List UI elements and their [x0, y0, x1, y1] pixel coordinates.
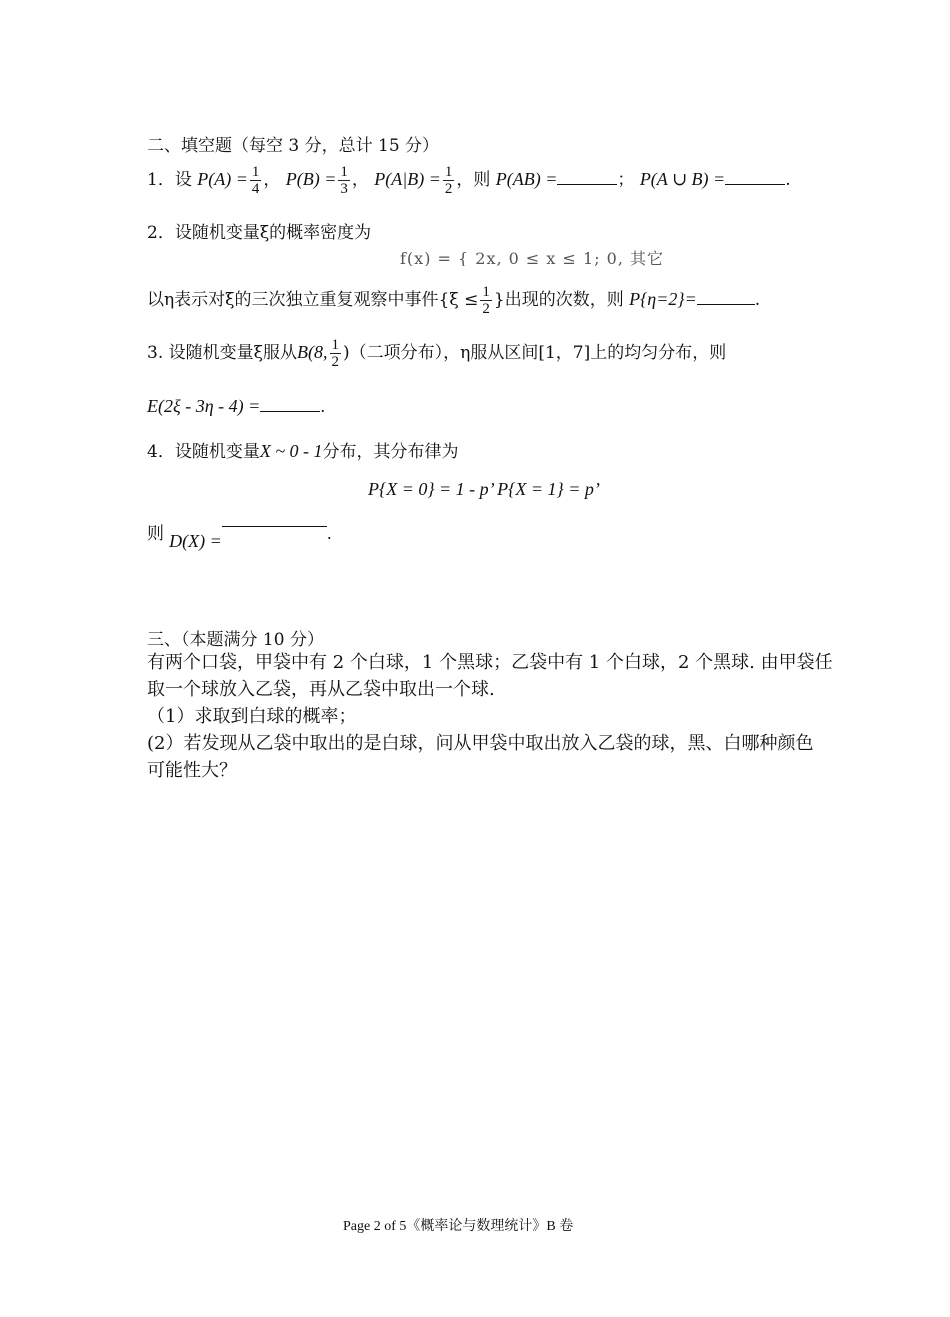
q3-line-1: [147, 337, 726, 370]
q4-line-1a: 4．设随机变量: [147, 442, 260, 462]
q4-then: 则: [147, 524, 164, 544]
q2-density-formula: f(x) = { 2x, 0 ≤ x ≤ 1; 0, 其它: [400, 249, 665, 266]
q1-end: .: [785, 170, 791, 190]
q2-line-2a: 以η表示对ξ的三次独立重复观察中事件{ξ ≤: [147, 290, 479, 310]
q3-expression: E(2ξ - 3η - 4) =: [147, 396, 261, 416]
section3-line-1: 有两个口袋，甲袋中有 2 个白球，1 个黑球；乙袋中有 1 个白球，2 个黑球. 由甲袋任: [147, 652, 833, 673]
q2-frac: $\frac{1}{2}$: [482, 284, 490, 317]
q4-variable: X ~ 0 - 1: [259, 441, 323, 461]
q1-frac-b: $\frac{1}{3}$: [340, 164, 348, 197]
q4-dx: D(X) =: [169, 531, 222, 551]
q1-blank-2[interactable]: [725, 183, 785, 185]
question-1: [147, 164, 791, 197]
q2-line-2: [147, 284, 760, 317]
q3-end: .: [320, 397, 326, 416]
q4-distribution-law: P{X = 0} = 1 - p’ P{X = 1} = p’: [368, 479, 600, 499]
q1-frac-c: $\frac{1}{2}$: [444, 164, 453, 197]
q4-end: .: [326, 524, 332, 543]
q3-frac: $\frac{1}{2}$: [331, 337, 339, 370]
q1-punion: P(A ∪ B) =: [639, 169, 726, 189]
q1-blank-1[interactable]: [557, 183, 617, 185]
q1-number: 1．: [147, 170, 175, 190]
q2-blank[interactable]: [697, 303, 755, 305]
q1-frac-a: $\frac{1}{4}$: [251, 164, 260, 197]
q3-line-1b: )（二项分布），η服从区间[1，7]上的均匀分布，则: [343, 343, 727, 363]
q3-line-2: [147, 396, 325, 417]
q4-line-1: [147, 437, 459, 462]
q3-blank[interactable]: [260, 410, 320, 412]
q1-pab-cond: P(A|B) =: [374, 169, 441, 189]
q1-comma-2: ，: [351, 170, 369, 190]
page-footer: Page 2 of 5《概率论与数理统计》B 卷: [343, 1219, 574, 1234]
q3-line-1a: 3. 设随机变量ξ服从: [147, 343, 297, 363]
section3-header: 三、（本题满分 10 分）: [147, 630, 324, 650]
q1-pa: P(A) =: [197, 169, 248, 189]
q4-line-3: [147, 519, 332, 551]
q3-binom: B(8,: [297, 342, 328, 362]
q4-line-1b: 分布，其分布律为: [322, 442, 459, 462]
q2-end: .: [754, 290, 761, 310]
q2-line-1: 2．设随机变量ξ的概率密度为: [147, 223, 372, 243]
q1-semicolon: ；: [617, 170, 635, 190]
section3-line-3: （1）求取到白球的概率；: [147, 706, 357, 727]
q2-p-eta: P{η=2}=: [629, 289, 697, 309]
section3-line-5: 可能性大？: [147, 760, 237, 781]
section2-header: 二、填空题（每空 3 分，总计 15 分）: [147, 136, 440, 156]
q2-line-2b: }出现的次数，则: [493, 290, 624, 310]
q1-pb: P(B) =: [285, 169, 337, 189]
q1-pab: P(AB) =: [495, 169, 558, 189]
q1-set: 设: [174, 170, 192, 190]
q1-comma-1: ，: [263, 170, 281, 190]
q1-then: ，则: [456, 170, 491, 190]
q4-blank[interactable]: [222, 525, 327, 527]
section3-line-2: 取一个球放入乙袋，再从乙袋中取出一个球.: [147, 679, 495, 700]
section3-line-4: (2）若发现从乙袋中取出的是白球，问从甲袋中取出放入乙袋的球，黑、白哪种颜色: [147, 733, 814, 754]
